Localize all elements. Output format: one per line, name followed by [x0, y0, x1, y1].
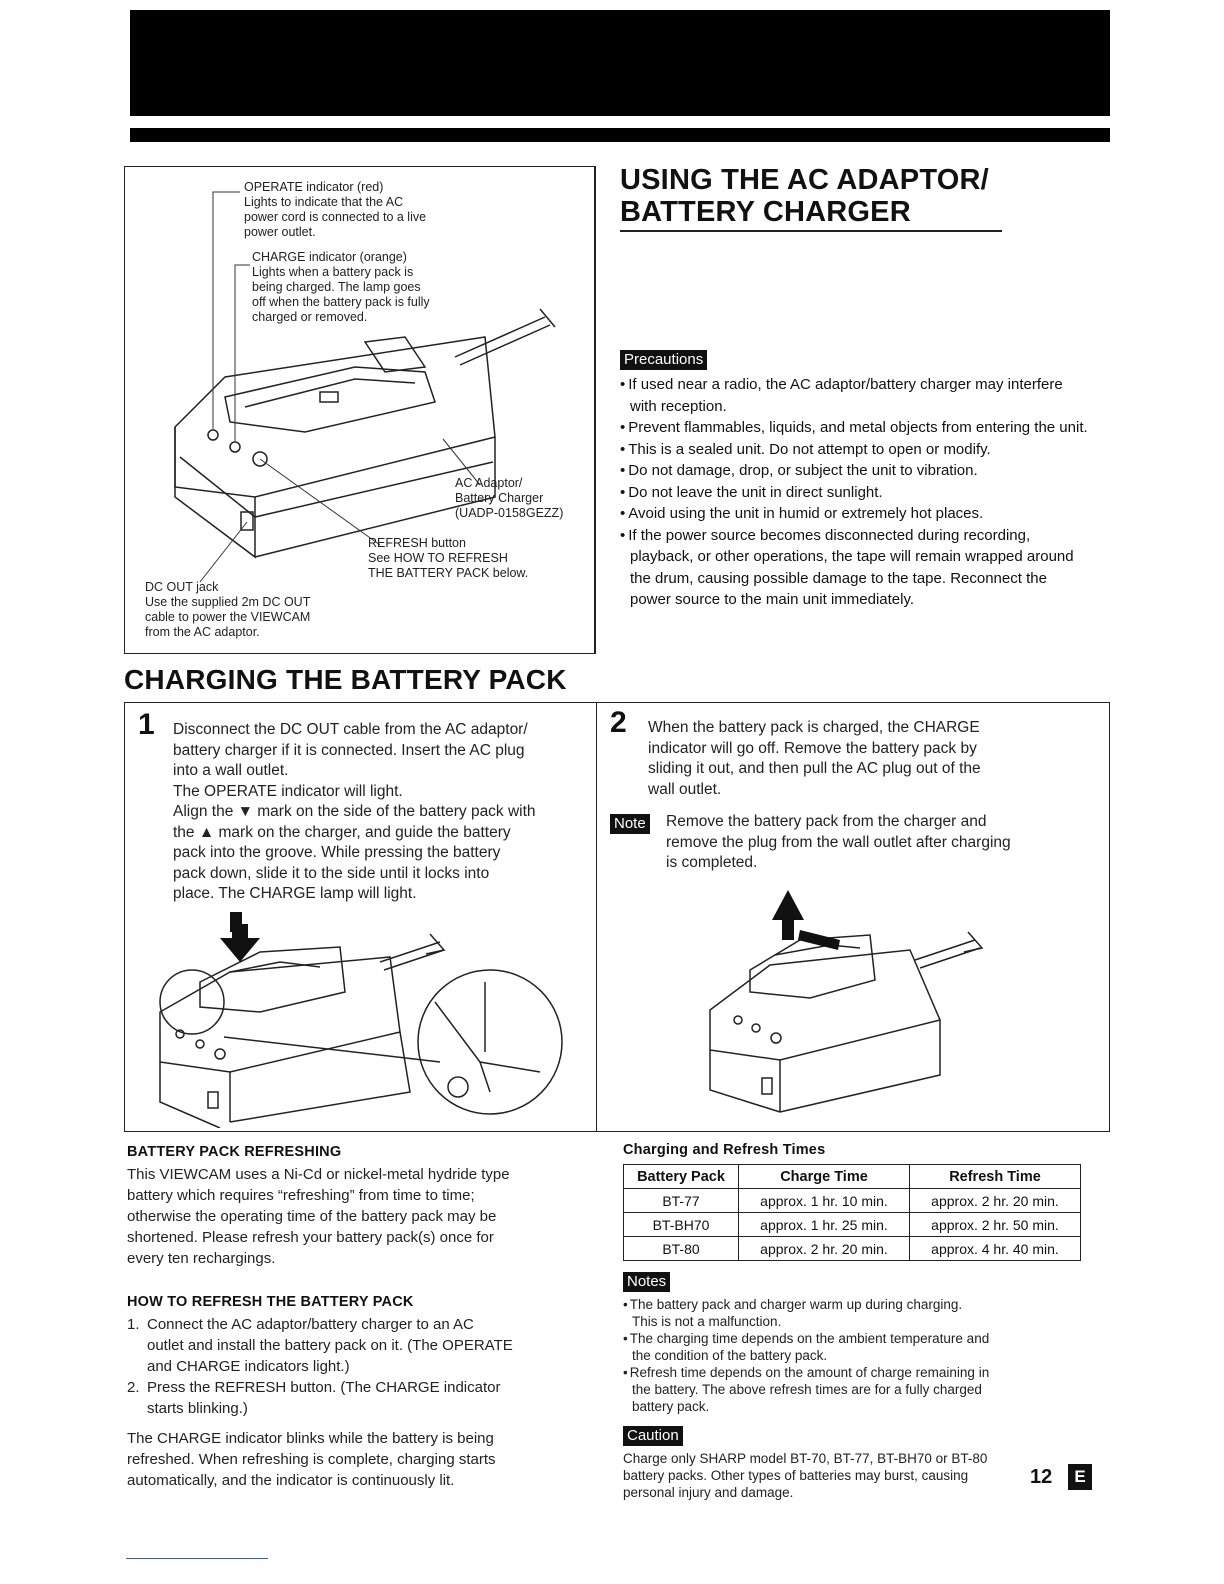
note-line: the battery. The above refresh times are for a fully charged [632, 1382, 982, 1397]
refreshing-after-text [127, 1428, 597, 1491]
table-row [624, 1213, 1081, 1237]
notes-label [623, 1272, 670, 1292]
note-badge: Note [610, 814, 650, 834]
charge-desc-3: off when the battery pack is fully [252, 295, 430, 309]
charge-desc-2: being charged. The lamp goes [252, 280, 421, 294]
note-line: is completed. [666, 854, 758, 871]
dcout-label: DC OUT jack [145, 580, 219, 594]
title-rule [620, 230, 1002, 232]
table-cell: approx. 2 hr. 20 min. [910, 1189, 1081, 1213]
step-marker: 2. [127, 1379, 140, 1396]
charge-label: CHARGE indicator (orange) [252, 250, 407, 264]
step-1-line: The OPERATE indicator will light. [173, 782, 403, 800]
page-number: 12 [1030, 1466, 1053, 1488]
operate-desc-3: power outlet. [244, 225, 316, 239]
after-line: refreshed. When refreshing is complete, charging starts [127, 1451, 496, 1468]
step-2-text [648, 718, 1088, 800]
refreshing-heading: BATTERY PACK REFRESHING [127, 1144, 342, 1160]
table-cell: approx. 1 hr. 10 min. [739, 1189, 910, 1213]
adaptor-callout [455, 476, 563, 521]
precautions-badge: Precautions [620, 350, 707, 370]
refreshing-text [127, 1164, 597, 1269]
refreshing-line: shortened. Please refresh your battery pack(s) once for [127, 1229, 494, 1246]
list-item [127, 1314, 597, 1377]
dcout-desc-2: cable to power the VIEWCAM [145, 610, 311, 624]
caution-badge: Caution [623, 1426, 683, 1446]
step-1-line: the ▲ mark on the charger, and guide the battery [173, 823, 511, 841]
note-line: remove the plug from the wall outlet after charging [666, 833, 1011, 851]
refreshing-line: every ten rechargings. [127, 1250, 276, 1267]
step-text [147, 1377, 500, 1419]
step-1-line: battery charger if it is connected. Insert the AC plug [173, 741, 525, 759]
step-1-line: pack down, slide it to the side until it locks into [173, 864, 490, 882]
page-title [620, 164, 1010, 228]
step-1-line: Align the ▼ mark on the side of the battery pack with [173, 803, 536, 820]
charge-desc-1: Lights when a battery pack is [252, 265, 414, 279]
refresh-callout [368, 536, 528, 581]
step-1-text [173, 720, 593, 905]
step-2-illustration [700, 880, 1010, 1120]
charging-heading: CHARGING THE BATTERY PACK [124, 664, 567, 695]
note-line: Remove the battery pack from the charger and [666, 813, 987, 830]
step-2-number: 2 [610, 706, 627, 739]
notes-badge: Notes [623, 1272, 670, 1292]
note-line: the condition of the battery pack. [632, 1348, 828, 1363]
caution-label [623, 1426, 683, 1446]
list-item [623, 1364, 1093, 1415]
refreshing-line: This VIEWCAM uses a Ni-Cd or nickel-metal hydride type [127, 1166, 510, 1183]
step-1-line: Disconnect the DC OUT cable from the AC adaptor/ [173, 721, 528, 738]
table-cell: approx. 4 hr. 40 min. [910, 1237, 1081, 1261]
steps-divider [596, 702, 597, 1132]
table-cell: BT-BH70 [624, 1213, 739, 1237]
table-cell: approx. 1 hr. 25 min. [739, 1213, 910, 1237]
after-line: automatically, and the indicator is continuously lit. [127, 1472, 455, 1489]
list-item: • If used near a radio, the AC adaptor/battery charger may interfere with reception. [620, 374, 1090, 417]
step-1-line: pack into the groove. While pressing the battery [173, 844, 501, 861]
step-2-line: When the battery pack is charged, the CHARGE [648, 719, 980, 736]
note-label [610, 814, 650, 834]
step-1-number: 1 [138, 708, 155, 741]
page-title-line-2: BATTERY CHARGER [620, 196, 911, 228]
refresh-desc-2: THE BATTERY PACK below. [368, 566, 529, 580]
dcout-desc-1: Use the supplied 2m DC OUT [145, 595, 311, 609]
header-rule [130, 128, 1110, 142]
step-1-illustration [140, 912, 590, 1128]
operate-desc-1: Lights to indicate that the AC [244, 195, 404, 209]
step-1-line: place. The CHARGE lamp will light. [173, 885, 417, 902]
step-2-line: sliding it out, and then pull the AC plug out of the [648, 760, 981, 777]
list-item [623, 1330, 1093, 1364]
list-item [127, 1377, 597, 1419]
operate-callout [244, 180, 426, 240]
refresh-desc-1: See HOW TO REFRESH [368, 551, 508, 565]
table-cell: approx. 2 hr. 50 min. [910, 1213, 1081, 1237]
refreshing-line: otherwise the operating time of the battery pack may be [127, 1208, 497, 1225]
table-cell: BT-80 [624, 1237, 739, 1261]
adaptor-model: (UADP-0158GEZZ) [455, 506, 564, 520]
list-item: • If the power source becomes disconnected during recording, playback, or other operations, the tape will remain wrapped around the drum, causing possible damage to the tape. Reconnect the power source to the main unit immediately. [620, 525, 1090, 611]
column-header: Charge Time [739, 1165, 910, 1189]
adaptor-label: AC Adaptor/ [455, 476, 523, 490]
caution-line: personal injury and damage. [623, 1485, 794, 1500]
step-text [147, 1314, 513, 1377]
note-line: The charging time depends on the ambient temperature and [629, 1331, 990, 1346]
how-to-refresh-heading: HOW TO REFRESH THE BATTERY PACK [127, 1294, 414, 1310]
note-line: Refresh time depends on the amount of charge remaining in [629, 1365, 990, 1380]
operate-label: OPERATE indicator (red) [244, 180, 384, 194]
precautions-label [620, 350, 707, 370]
caution-text [623, 1450, 1093, 1501]
table-row [624, 1237, 1081, 1261]
list-item: • Do not damage, drop, or subject the unit to vibration. [620, 460, 1090, 482]
step-2-line: indicator will go off. Remove the battery pack by [648, 739, 977, 757]
after-line: The CHARGE indicator blinks while the battery is being [127, 1430, 494, 1447]
times-heading: Charging and Refresh Times [623, 1142, 826, 1158]
times-table [623, 1164, 1081, 1261]
note-line: The battery pack and charger warm up during charging. [629, 1297, 963, 1312]
list-item [623, 1296, 1093, 1330]
step-line: Press the REFRESH button. (The CHARGE indicator [147, 1379, 501, 1396]
step-line: and CHARGE indicators light.) [147, 1358, 350, 1375]
precautions-list [620, 374, 1090, 611]
page-title-line-1: USING THE AC ADAPTOR/ [620, 164, 989, 196]
header-bar [130, 10, 1110, 116]
charge-desc-4: charged or removed. [252, 310, 368, 324]
note-text [666, 812, 1086, 874]
adaptor-desc-1: Battery Charger [455, 491, 544, 505]
column-header: Battery Pack [624, 1165, 739, 1189]
how-to-refresh-steps [127, 1314, 597, 1419]
step-marker: 1. [127, 1316, 140, 1333]
list-item: • This is a sealed unit. Do not attempt to open or modify. [620, 439, 1090, 461]
footer-rule [126, 1558, 268, 1559]
notes-list [623, 1296, 1093, 1415]
refreshing-line: battery which requires “refreshing” from time to time; [127, 1187, 475, 1204]
dcout-desc-3: from the AC adaptor. [145, 625, 260, 639]
step-1-line: into a wall outlet. [173, 762, 289, 779]
table-cell: approx. 2 hr. 20 min. [739, 1237, 910, 1261]
step-line: starts blinking.) [147, 1400, 248, 1417]
table-cell: BT-77 [624, 1189, 739, 1213]
refresh-label: REFRESH button [368, 536, 466, 550]
list-item: • Prevent flammables, liquids, and metal objects from entering the unit. [620, 417, 1090, 439]
operate-desc-2: power cord is connected to a live [244, 210, 427, 224]
note-line: battery pack. [632, 1399, 710, 1414]
caution-line: Charge only SHARP model BT-70, BT-77, BT-BH70 or BT-80 [623, 1451, 988, 1466]
step-line: Connect the AC adaptor/battery charger to an AC [147, 1316, 474, 1333]
language-badge: E [1068, 1464, 1092, 1490]
column-header: Refresh Time [910, 1165, 1081, 1189]
charge-callout [252, 250, 430, 325]
list-item: • Do not leave the unit in direct sunlight. [620, 482, 1090, 504]
list-item: • Avoid using the unit in humid or extremely hot places. [620, 503, 1090, 525]
step-line: outlet and install the battery pack on it. (The OPERATE [147, 1337, 513, 1354]
table-row [624, 1189, 1081, 1213]
step-2-line: wall outlet. [648, 780, 722, 798]
dcout-callout [145, 580, 310, 640]
table-header-row [624, 1165, 1081, 1189]
note-line: This is not a malfunction. [632, 1314, 782, 1329]
caution-line: battery packs. Other types of batteries may burst, causing [623, 1468, 969, 1483]
